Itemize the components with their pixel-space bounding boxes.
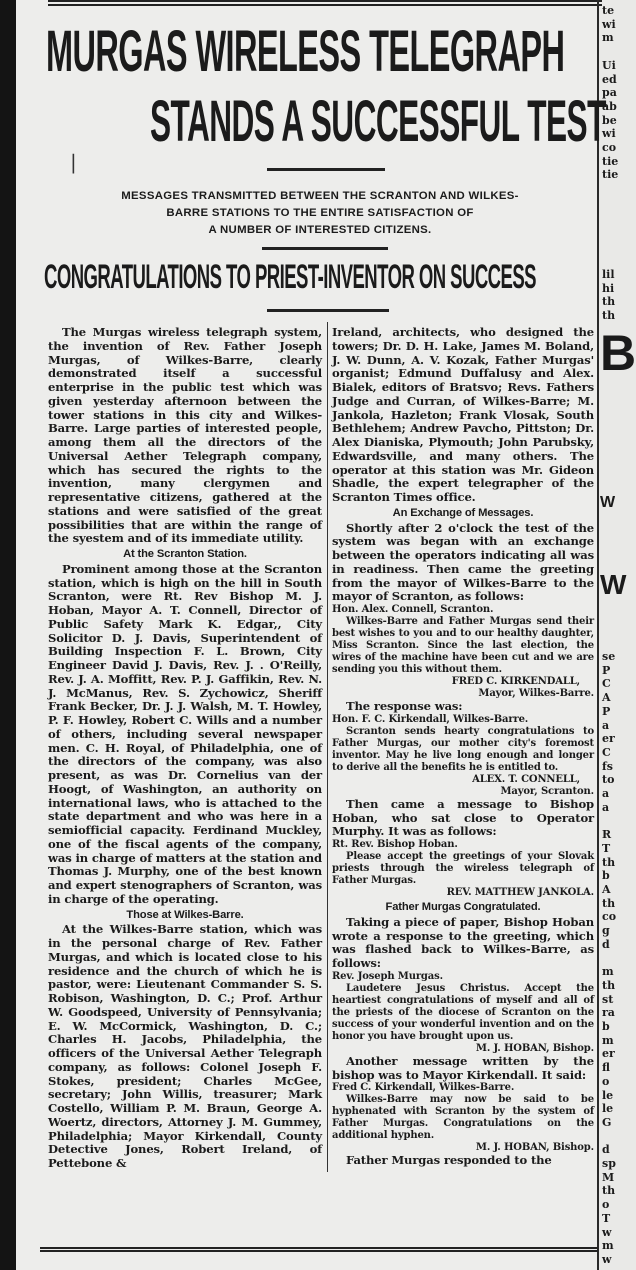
adjacent-fragment-line: fs (602, 759, 613, 773)
section-heading-scranton: At the Scranton Station. (123, 548, 247, 560)
adjacent-column-fragment (600, 0, 636, 1270)
adjacent-fragment-line: m (602, 1033, 614, 1047)
adjacent-fragment-line: le (602, 1102, 614, 1116)
adjacent-fragment-line: w (602, 1225, 612, 1239)
scranton-paragraph: Prominent among those at the Scranton station, which is high on the hill in South Scranton, were Rt. Rev Bishop M. J. Hoban, Mayor A. T. Connell, Director of Public Safety Mark K. Edgar,, City Solicitor D. J. Davis, Superintendent of Building Inspection F. L. Brown, City Engineer David J. Davis, Rev. J. . O'Reilly, Rev. J. A. Moffitt, Rev. P. J. Gaffikin, Rev. N. J. McManus, Rev. S. Zychowicz, Sheriff Frank Becker, Dr. J. J. Walsh, M. T. Howley, P. F. Howley, Robert C. Wills and a number of others, including several newspaper men. C. H. Royal, of Philadelphia, one of the directors of the company, was also present, as was Dr. Cornelius van der Hoogt, of Washington, an authority on international laws, who is attached to the state department and who was here in a semiofficial capacity. Ferdinand Muckley, one of the fiscal agents of the company, was in charge of matters at the station and Thomas J. Murphy, one of the best known and expert stenographers of Scranton, was in charge of the operating. (48, 561, 322, 906)
deck-line: MESSAGES TRANSMITTED BETWEEN THE SCRANTON AND WILKES- (121, 190, 519, 202)
telegram-body: Wilkes-Barre and Father Murgas send their best wishes to you and to our healthy daughter, Miss Scranton. Since the last election, the wires of the machine have been cut and we are sending you this without them. (332, 616, 594, 675)
telegram-kirkendall-to-connell (332, 604, 594, 700)
wilkes-barre-paragraph: At the Wilkes-Barre station, which was in the personal charge of Rev. Father Murgas, and which is located close to his residence and the church of which he is pastor, were: Lieutenant Commander S. S. Robison, Washington, D. C.; Prof. Arthur W. Goodspeed, University of Pennsylvania; E. W. McCormick, Washington, D. C.; Charles H. Jacobs, Philadelphia, the officers of the Universal Aether Telegraph company, as follows: Colonel Joseph F. Stokes, president; Charles McGee, secretary; John Willis, treasurer; Mark Costello, William P. M. Braun, George A. Woertz, directors, Attorney J. M. Gummey, Philadelphia; Mayor Kirkendall, County Detective Jones, Robert Ireland, of Pettebone & (48, 922, 322, 1170)
adjacent-fragment-line: pa (602, 86, 617, 100)
intro-paragraph: The Murgas wireless telegraph system, the invention of Rev. Father Joseph Murgas, of Wilkes-Barre, clearly demonstrated itself a successful enterprise in the public test which was given yesterday afternoon between the tower stations in this city and Wilkes-Barre. Large parties of interested people, among them all the directors of the Universal Aether Telegraph company, which has secured the rights to the invention, many clergymen and representative citizens, gathered at the stations and were satisfied of the great possibilities that are within the range of the syestem and of its immediate utility. (48, 325, 322, 546)
adjacent-fragment-line: d (602, 937, 610, 951)
adjacent-fragment-line: T (602, 841, 611, 855)
deck-line: BARRE STATIONS TO THE ENTIRE SATISFACTION OF (166, 207, 474, 219)
adjacent-fragment-line: hi (602, 281, 615, 295)
adjacent-fragment-top (602, 4, 618, 182)
telegram-address: Rt. Rev. Bishop Hoban. (332, 839, 458, 850)
adjacent-fragment-line: m (602, 31, 614, 45)
adjacent-fragment-middle (602, 268, 615, 323)
adjacent-fragment-line: er (602, 732, 615, 746)
margin-mark: | (70, 150, 77, 174)
column-rule-middle (327, 322, 328, 1172)
adjacent-fragment-line: th (602, 855, 616, 869)
telegram-title: Mayor, Scranton. (500, 785, 594, 797)
continued-paragraph: Ireland, architects, who designed the towers; Dr. D. H. Lake, James M. Boland, J. W. Dunn, A. V. Kozak, Father Murgas' organist; Edmund Duffalusy and Alex. Bialek, editors of Bratsvo; Revs. Fathers Judge and Curran, of Wilkes-Barre; M. Jankola, Hazleton; Frank Vlosak, South Bethlehem; Andrew Pavcho, Pittston; Dr. Alex Dianiska, Plymouth; John Parubsky, Edwardsville, and many others. The operator at this station was Mr. Gideon Shadle, the expert telegrapher of the Scranton Times office. (332, 325, 594, 504)
adjacent-fragment-line: o (602, 1198, 610, 1212)
deck-divider (262, 247, 388, 250)
telegram-body: Please accept the greetings of your Slovak priests through the wireless telegraph of Father Murgas. (332, 851, 594, 886)
adjacent-fragment-line (602, 1130, 616, 1144)
adjacent-fragment-line: A (602, 882, 611, 896)
telegram-address: Fred C. Kirkendall, Wilkes-Barre. (332, 1082, 515, 1094)
adjacent-fragment-line: tie (602, 168, 619, 182)
adjacent-fragment-line: wi (602, 127, 616, 141)
adjacent-fragment-line: le (602, 1088, 614, 1102)
deck-headline (40, 188, 600, 239)
adjacent-fragment-line: ab (602, 99, 617, 113)
another-message-paragraph: Another message written by the bishop was to Mayor Kirkendall. It said: (332, 1053, 594, 1082)
telegram-body: Scranton sends hearty congratulations to Father Murgas, our mother city's foremost inventor. May he live long enough and longer to derive all the benefits he is entitled to. (332, 725, 594, 773)
exchange-paragraph: Shortly after 2 o'clock the test of the system was began with an exchange between the operators indicating all was in readiness. Then came the greeting from the mayor of Wilkes-Barre to the mayor of Scranton, as follows: (332, 520, 594, 604)
adjacent-fragment-line: P (602, 663, 611, 677)
adjacent-fragment-line: A (602, 691, 611, 705)
adjacent-fragment-line: M (602, 1170, 615, 1184)
adjacent-fragment-line: C (602, 677, 611, 691)
section-heading-wilkes-barre: Those at Wilkes-Barre. (126, 908, 244, 921)
telegram-signature: REV. MATTHEW JANKOLA. (446, 887, 594, 898)
adjacent-fragment-line: st (602, 992, 614, 1006)
adjacent-fragment-line: fl (602, 1061, 610, 1075)
adjacent-fragment-line: to (602, 773, 615, 787)
telegram-address: Hon. F. C. Kirkendall, Wilkes-Barre. (332, 713, 529, 725)
adjacent-fragment-line: g (602, 924, 610, 938)
adjacent-fragment-line: w (602, 1252, 612, 1266)
adjacent-fragment-line: th (602, 896, 616, 910)
adjacent-fragment-line: a (602, 787, 610, 801)
headline-line-2: STANDS A SUCCESSFUL TEST (150, 89, 606, 154)
telegram-body: Laudetere Jesus Christus. Accept the heartiest congratulations of myself and all of the priests of the diocese of Scranton on the success of your wonderful invention and on the honor you have brought upon us. (332, 982, 594, 1042)
telegram-connell-to-kirkendall (332, 714, 594, 798)
telegram-address: Hon. Alex. Connell, Scranton. (332, 604, 494, 615)
adjacent-letter: W (600, 494, 616, 511)
adjacent-fragment-line: d (602, 1143, 610, 1157)
adjacent-fragment-line: Ui (602, 58, 616, 72)
telegram-hoban-to-kirkendall (332, 1082, 594, 1154)
adjacent-fragment-line: T (602, 1211, 611, 1225)
adjacent-fragment-line: a (602, 800, 610, 814)
section-heading-congratulated: Father Murgas Congratulated. (385, 901, 541, 913)
final-paragraph: Father Murgas responded to the (346, 1153, 552, 1168)
adjacent-fragment-line: a (602, 718, 610, 732)
telegram-body: Wilkes-Barre may now be said to be hyphenated with Scranton by the system of Father Murgas. Congratulations on the additional hyphen. (332, 1094, 594, 1142)
adjacent-fragment-line: be (602, 113, 617, 127)
adjacent-fragment-line: th (602, 1184, 616, 1198)
telegram-title: Mayor, Wilkes-Barre. (478, 688, 594, 699)
telegram-signature: M. J. HOBAN, Bishop. (475, 1042, 594, 1054)
response-intro: The response was: (346, 699, 463, 713)
telegram-signature: M. J. HOBAN, Bishop. (475, 1142, 594, 1154)
adjacent-fragment-line: tie (602, 154, 619, 168)
adjacent-fragment-line: G (602, 1115, 612, 1129)
adjacent-fragment-bottom (602, 650, 616, 1267)
telegram-address: Rev. Joseph Murgas. (332, 970, 443, 982)
adjacent-letter: W (600, 569, 627, 600)
telegram-jankola-to-hoban (332, 839, 594, 899)
adjacent-fragment-line: co (602, 910, 617, 924)
section-heading-exchange: An Exchange of Messages. (392, 506, 534, 519)
adjacent-fragment-line: th (602, 295, 616, 309)
adjacent-fragment-line: er (602, 1047, 615, 1061)
adjacent-big-letter: B (600, 325, 636, 381)
adjacent-fragment-line: ed (602, 72, 617, 86)
adjacent-fragment-line (602, 45, 618, 59)
adjacent-fragment-line: co (602, 141, 617, 155)
adjacent-fragment-line: m (602, 1239, 614, 1253)
adjacent-fragment-line: C (602, 745, 611, 759)
article-column-left (48, 326, 322, 1171)
adjacent-fragment-line (602, 814, 616, 828)
adjacent-fragment-line: lil (602, 268, 615, 281)
headline-divider (267, 168, 385, 171)
article-column-right (332, 326, 594, 1168)
adjacent-fragment-line: wi (602, 17, 616, 31)
adjacent-fragment-line: th (602, 978, 616, 992)
adjacent-fragment-line: m (602, 965, 614, 979)
adjacent-fragment-line: ra (602, 1006, 615, 1020)
adjacent-fragment-line: th (602, 309, 616, 323)
bishop-intro-paragraph: Then came a message to Bishop Hoban, who sat close to Operator Murphy. It was as follows: (332, 796, 594, 839)
adjacent-fragment-line (602, 951, 616, 965)
adjacent-fragment-line: b (602, 869, 610, 883)
adjacent-fragment-line: R (602, 828, 612, 842)
adjacent-fragment-line: sp (602, 1157, 616, 1171)
telegram-signature: FRED C. KIRKENDALL, (451, 676, 580, 687)
telegram-hoban-to-murgas (332, 971, 594, 1055)
telegram-signature: ALEX. T. CONNELL, (472, 773, 580, 785)
adjacent-fragment-line: te (602, 4, 615, 17)
adjacent-fragment-line: b (602, 1019, 610, 1033)
congrats-paragraph: Taking a piece of paper, Bishop Hoban wrote a response to the greeting, which was flashed back to Wilkes-Barre, as follows: (332, 914, 594, 970)
deck-line: A NUMBER OF INTERESTED CITIZENS. (208, 224, 432, 236)
page-scan-edge (0, 0, 16, 1270)
headline-line-1: MURGAS WIRELESS TELEGRAPH (46, 19, 565, 84)
adjacent-fragment-line: se (602, 650, 616, 663)
adjacent-fragment-line: o (602, 1074, 610, 1088)
subheadline: CONGRATULATIONS TO PRIEST-INVENTOR ON SUCCESS (44, 258, 536, 296)
subheadline-divider (267, 309, 389, 312)
top-rule (48, 0, 602, 6)
bottom-rule (40, 1247, 598, 1252)
adjacent-fragment-line: P (602, 704, 611, 718)
